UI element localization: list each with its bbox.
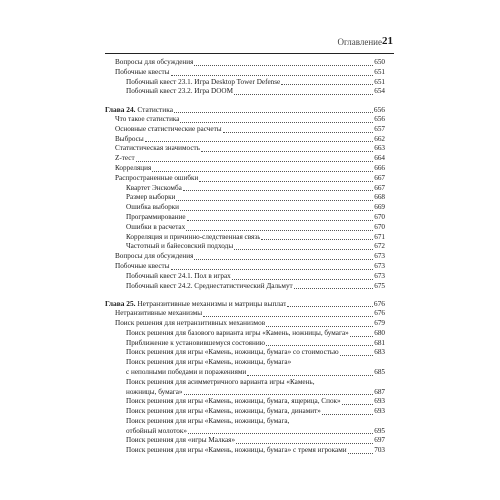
toc-entry-row[interactable]: [105, 78, 385, 88]
toc-page-number: 695: [374, 426, 385, 435]
toc-entry-title: Поиск решения для игры «Камень, ножницы, бумага, ящерица, Спок»: [126, 397, 341, 406]
toc-entry-row[interactable]: [105, 135, 385, 145]
toc-entry-title: ножницы, бумага»: [126, 387, 183, 396]
toc-entry-row[interactable]: [105, 388, 385, 398]
header-rule: [105, 53, 394, 54]
toc-page-number: 666: [374, 163, 385, 172]
toc-entry-row[interactable]: [105, 436, 385, 446]
toc-leader-dots: [223, 132, 374, 133]
toc-page-number: 656: [374, 114, 385, 123]
toc-leader-dots: [340, 355, 374, 356]
toc-page-number: 656: [373, 105, 385, 115]
toc-entry-row[interactable]: [105, 193, 385, 203]
toc-page-number: 693: [374, 407, 385, 416]
toc-entry-row[interactable]: [105, 427, 385, 437]
running-header: [0, 36, 500, 50]
toc-chapter-number: Глава 24.: [105, 105, 136, 115]
toc-entry-row[interactable]: [105, 125, 385, 135]
toc-page-number: 703: [374, 446, 385, 455]
toc-entry-row[interactable]: [105, 348, 385, 358]
toc-entry-title: Побочный квест 24.1. Пол в играх: [126, 271, 231, 280]
toc-entry-title: Поиск решения для игры «Камень, ножницы, бумага, динамит»: [126, 407, 321, 416]
toc-spacer: [105, 291, 385, 299]
toc-page-number: 663: [374, 144, 385, 153]
toc-entry-title: Поиск решения для базового варианта игры «Камень, ножницы, бумага»: [126, 328, 349, 337]
toc-entry-row[interactable]: [105, 154, 385, 164]
toc-leader-dots: [203, 316, 373, 317]
toc-leader-dots: [186, 230, 373, 231]
toc-entry-title: Распространенные ошибки: [115, 173, 199, 182]
toc-entry-title: Ошибка выборки: [126, 203, 180, 212]
toc-entry-row[interactable]: [105, 368, 385, 378]
toc-entry-title: Основные статистические расчеты: [115, 124, 222, 133]
toc-page-number: 669: [374, 203, 385, 212]
toc-chapter-title: [105, 299, 286, 309]
toc-leader-dots: [350, 336, 373, 337]
toc-entry-title: Размер выборки: [126, 193, 176, 202]
toc-entry-row[interactable]: [105, 417, 385, 427]
toc-entry-row[interactable]: [105, 358, 385, 368]
toc-leader-dots: [171, 75, 374, 76]
toc-entry-title: Вопросы для обсуждения: [115, 58, 194, 66]
toc-page-number: 667: [374, 183, 385, 192]
toc-leader-dots: [261, 239, 373, 240]
toc-page-number: 673: [374, 252, 385, 261]
toc-page-number: 687: [374, 387, 385, 396]
toc-entry-title: Частотный и байесовский подходы: [126, 242, 234, 251]
toc-entry-title: Ошибки в расчетах: [126, 222, 186, 231]
toc-page-number: 679: [374, 318, 385, 327]
toc-leader-dots: [174, 112, 373, 113]
toc-page-number: 667: [374, 173, 385, 182]
toc-leader-dots: [188, 433, 373, 434]
toc-entry-title: Побочный квест 24.2. Среднестатистический Дальмут: [126, 281, 293, 290]
toc-entry-title: Z-тест: [115, 154, 135, 163]
toc-page-number: 650: [374, 58, 385, 66]
toc-entry-row[interactable]: [105, 223, 385, 233]
toc-entry-row[interactable]: [105, 164, 385, 174]
toc-leader-dots: [322, 414, 373, 415]
toc-entry-title: Поиск решения для игры «Камень, ножницы, бумага,: [126, 416, 290, 425]
toc-chapter-row[interactable]: [105, 299, 385, 309]
toc-entry-row[interactable]: [105, 68, 385, 78]
toc-entry-title: отбойный молоток»: [126, 426, 187, 435]
toc-entry-title: Поиск решения для игры «Камень, ножницы, бумага» с тремя игроками: [126, 446, 347, 455]
toc-leader-dots: [152, 171, 373, 172]
toc-leader-dots: [294, 288, 374, 289]
toc-entry-title: Квартет Энскомба: [126, 183, 182, 192]
toc-chapter-row[interactable]: [105, 105, 385, 115]
toc-spacer: [105, 97, 385, 105]
toc-entry-title: Корреляция: [115, 163, 152, 172]
toc-page-number: 668: [374, 193, 385, 202]
toc-entry-title: Поиск решения для нетранзитивных механизмов: [115, 318, 266, 327]
toc-page-number: 664: [374, 154, 385, 163]
toc-entry-row[interactable]: [105, 407, 385, 417]
toc-entry-row[interactable]: [105, 446, 385, 456]
toc-entry-row[interactable]: [105, 184, 385, 194]
toc-page-number: 657: [374, 124, 385, 133]
toc-entry-row[interactable]: [105, 58, 385, 68]
toc-leader-dots: [281, 84, 373, 85]
toc-leader-dots: [199, 181, 373, 182]
toc-leader-dots: [194, 65, 373, 66]
toc-entry-title: Побочный квест 23.1. Игра Desktop Tower Defense: [126, 77, 281, 86]
toc-leader-dots: [183, 190, 373, 191]
toc-page-number: 683: [374, 348, 385, 357]
toc-leader-dots: [180, 210, 373, 211]
toc-entry-title: Выбросы: [115, 134, 144, 143]
toc-page-number: 685: [374, 367, 385, 376]
toc-page-number: 651: [374, 67, 385, 76]
toc-entry-row[interactable]: [105, 397, 385, 407]
toc-leader-dots: [236, 443, 373, 444]
toc-entry-row[interactable]: [105, 272, 385, 282]
toc-leader-dots: [287, 306, 372, 307]
toc-leader-dots: [136, 161, 374, 162]
toc-leader-dots: [342, 404, 374, 405]
toc-leader-dots: [232, 279, 373, 280]
toc-entry-title: Побочные квесты: [115, 261, 170, 270]
table-of-contents: [105, 58, 385, 456]
toc-page-number: 676: [373, 299, 385, 309]
toc-entry-row[interactable]: [105, 252, 385, 262]
toc-entry-title: Статистическая значимость: [115, 144, 200, 153]
toc-entry-title: Побочные квесты: [115, 67, 170, 76]
toc-entry-row[interactable]: [105, 319, 385, 329]
toc-chapter-name: Нетранзитивные механизмы и матрицы выплат: [137, 299, 287, 309]
toc-leader-dots: [187, 220, 374, 221]
toc-page-number: 675: [374, 281, 385, 290]
toc-entry-row[interactable]: [105, 233, 385, 243]
toc-entry-title: Поиск решения для асимметричного варианта игры «Камень,: [126, 377, 315, 386]
toc-entry-row[interactable]: [105, 282, 385, 292]
toc-entry-title: Поиск решения для игры «Камень, ножницы, бумага»: [126, 358, 292, 367]
toc-page-number: 662: [374, 134, 385, 143]
toc-page-number: 681: [374, 338, 385, 347]
toc-entry-row[interactable]: [105, 262, 385, 272]
toc-leader-dots: [266, 326, 373, 327]
toc-entry-row[interactable]: [105, 87, 385, 97]
toc-entry-title: Поиск решения для игры «Камень, ножницы, бумага» со стоимостью: [126, 348, 339, 357]
running-header-title: Оглавление: [337, 37, 382, 47]
toc-entry-title: Программирование: [126, 212, 186, 221]
toc-leader-dots: [176, 200, 373, 201]
toc-entry-row[interactable]: [105, 309, 385, 319]
toc-page-number: 693: [374, 397, 385, 406]
toc-entry-row[interactable]: [105, 339, 385, 349]
toc-entry-row[interactable]: [105, 242, 385, 252]
toc-page-number: 651: [374, 77, 385, 86]
toc-page-number: 676: [374, 309, 385, 318]
toc-entry-title: Поиск решения для «игры Малкая»: [126, 436, 236, 445]
toc-entry-row[interactable]: [105, 144, 385, 154]
toc-entry-row[interactable]: [105, 329, 385, 339]
toc-leader-dots: [234, 94, 373, 95]
toc-page-number: 670: [374, 212, 385, 221]
page-number: 21: [382, 35, 393, 47]
toc-chapter-name: Статистика: [137, 105, 173, 115]
toc-entry-title: Что такое статистика: [115, 114, 180, 123]
toc-page-number: 673: [374, 261, 385, 270]
toc-leader-dots: [145, 141, 374, 142]
toc-leader-dots: [194, 259, 373, 260]
toc-leader-dots: [171, 269, 374, 270]
toc-leader-dots: [184, 394, 374, 395]
toc-page-number: 671: [374, 232, 385, 241]
toc-entry-title: Вопросы для обсуждения: [115, 252, 194, 261]
toc-entry-row[interactable]: [105, 174, 385, 184]
toc-entry-row[interactable]: [105, 213, 385, 223]
toc-entry-title: с неполными победами и поражениями: [126, 367, 247, 376]
toc-leader-dots: [234, 249, 373, 250]
toc-entry-title: Приближение к установившемуся состоянию: [126, 338, 266, 347]
toc-leader-dots: [266, 345, 373, 346]
toc-page-number: 654: [374, 87, 385, 96]
toc-leader-dots: [180, 122, 373, 123]
toc-page-number: 680: [374, 328, 385, 337]
toc-leader-dots: [348, 453, 374, 454]
toc-page-number: 672: [374, 242, 385, 251]
toc-entry-title: Побочный квест 23.2. Игра DOOM: [126, 87, 233, 96]
toc-chapter-number: Глава 25.: [105, 299, 136, 309]
toc-entry-title: Нетранзитивные механизмы: [115, 309, 203, 318]
toc-leader-dots: [247, 375, 373, 376]
toc-chapter-title: [105, 105, 173, 115]
toc-page-number: 673: [374, 271, 385, 280]
toc-entry-row[interactable]: [105, 378, 385, 388]
toc-leader-dots: [201, 151, 373, 152]
toc-entry-row[interactable]: [105, 203, 385, 213]
toc-page-number: 670: [374, 222, 385, 231]
toc-entry-title: Корреляция и причинно-следственная связь: [126, 232, 261, 241]
toc-page-number: 697: [374, 436, 385, 445]
toc-entry-row[interactable]: [105, 115, 385, 125]
